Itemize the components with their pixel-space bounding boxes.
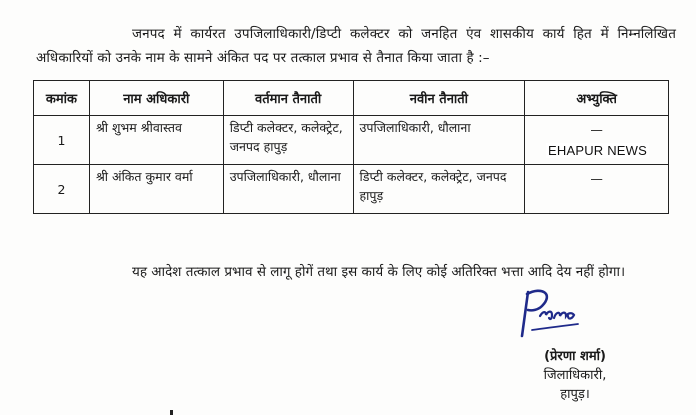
table-header-row xyxy=(34,81,669,116)
cell-serial: 2 xyxy=(34,165,90,214)
signatory-name: (प्रेरणा शर्मा) xyxy=(544,349,606,364)
cell-serial: 1 xyxy=(34,116,90,165)
scan-mark xyxy=(170,410,173,415)
header-current-posting: वर्तमान तैनाती xyxy=(223,81,353,116)
header-new-posting: नवीन तैनाती xyxy=(353,81,525,116)
header-officer: नाम अधिकारी xyxy=(89,81,223,116)
news-watermark: EHAPUR NEWS xyxy=(548,143,647,158)
cell-remarks: — xyxy=(525,116,669,165)
cell-officer: श्री अंकित कुमार वर्मा xyxy=(89,165,223,214)
table-row xyxy=(34,165,669,214)
intro-paragraph: जनपद में कार्यरत उपजिलाधिकारी/डिप्टी कलेक्टर को जनहित एंव शासकीय कार्य हित में निम्नलिखित अधिकारियों को उनके नाम के सामने अंकित पद पर तत्काल प्रभाव से तैनात किया जाता है :– xyxy=(36,25,676,66)
cell-new-posting: डिप्टी कलेक्टर, कलेक्ट्रेट, जनपद हापुड़ xyxy=(353,165,525,214)
header-remarks: अभ्युक्ति xyxy=(525,81,669,116)
signatory-designation: जिलाधिकारी, xyxy=(543,368,607,383)
cell-current-posting: डिप्टी कलेक्टर, कलेक्ट्रेट, जनपद हापुड़ xyxy=(223,116,353,165)
cell-officer: श्री शुभम श्रीवास्तव xyxy=(89,116,223,165)
order-paragraph: यह आदेश तत्काल प्रभाव से लागू होगें तथा इस कार्य के लिए कोई अतिरिक्त भत्ता आदि देय नहीं होगा। xyxy=(132,263,626,280)
cell-new-posting: उपजिलाधिकारी, धौलाना xyxy=(353,116,525,165)
handwritten-signature xyxy=(512,284,584,342)
signatory-block xyxy=(520,347,630,404)
cell-remarks: — xyxy=(525,165,669,214)
signatory-location: हापुड़। xyxy=(560,387,590,402)
header-serial: कमांक xyxy=(34,81,90,116)
cell-current-posting: उपजिलाधिकारी, धौलाना xyxy=(223,165,353,214)
